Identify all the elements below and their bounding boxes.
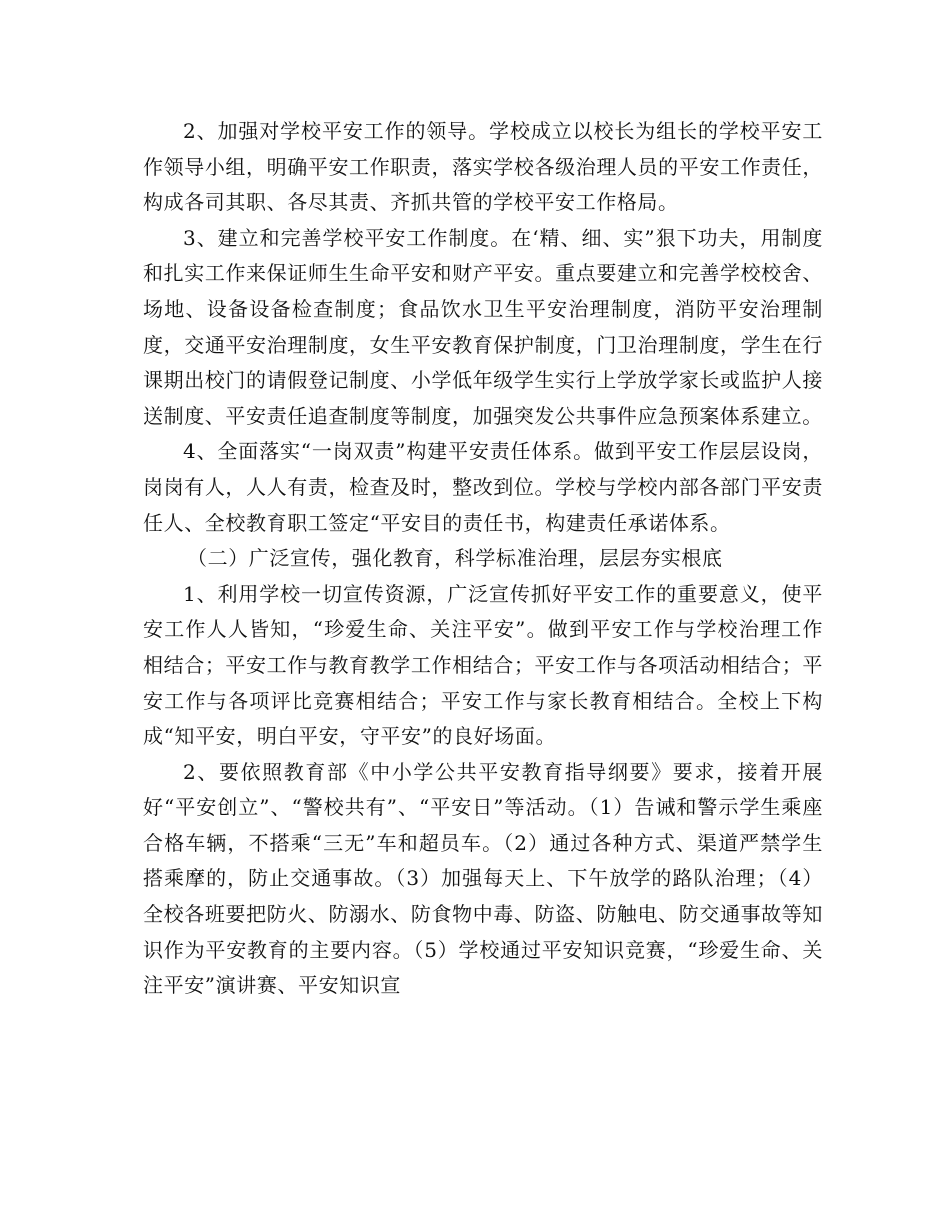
section-heading: （二）广泛宣传，强化教育，科学标准治理，层层夯实根底	[187, 546, 723, 571]
paragraph-leadership: 2、加强对学校平安工作的领导。学校成立以校长为组长的学校平安工作领导小组，明确平安工作职责，落实学校各级治理人员的平安工作责任，构成各司其职、各尽其责、齐抓共管的学校平安工作格局。	[143, 119, 823, 215]
document-body	[143, 114, 823, 1004]
paragraph-publicity: 1、利用学校一切宣传资源，广泛宣传抓好平安工作的重要意义，使平安工作人人皆知，“珍爱生命、关注平安”。做到平安工作与学校治理工作相结合；平安工作与教育教学工作相结合；平安工作与各项活动相结合；平安工作与各项评比竞赛相结合；平安工作与家长教育相结合。全校上下构成“知平安，明白平安，守平安”的良好场面。	[143, 581, 823, 749]
paragraph-responsibility: 4、全面落实“一岗双责”构建平安责任体系。做到平安工作层层设岗，岗岗有人，人人有责，检查及时，整改到位。学校与学校内部各部门平安责任人、全校教育职工签定“平安目的责任书，构建责任承诺体系。	[143, 439, 823, 535]
paragraph-activities: 2、要依照教育部《中小学公共平安教育指导纲要》要求，接着开展好“平安创立”、“警校共有”、“平安日”等活动。（1）告诫和警示学生乘座合格车辆，不搭乘“三无”车和超员车。（2）通过各种方式、渠道严禁学生搭乘摩的，防止交通事故。（3）加强每天上、下午放学的路队治理；（4）全校各班要把防火、防溺水、防食物中毒、防盗、防触电、防交通事故等知识作为平安教育的主要内容。（5）学校通过平安知识竞赛，“珍爱生命、关注平安”演讲赛、平安知识宣	[143, 759, 823, 998]
paragraph-safety-system: 3、建立和完善学校平安工作制度。在‘精、细、实”狠下功夫，用制度和扎实工作来保证师生生命平安和财产平安。重点要建立和完善学校校舍、场地、设备设备检查制度；食品饮水卫生平安治理制度，消防平安治理制度，交通平安治理制度，女生平安教育保护制度，门卫治理制度，学生在行课期出校门的请假登记制度、小学低年级学生实行上学放学家长或监护人接送制度、平安责任追查制度等制度，加强突发公共事件应急预案体系建立。	[143, 225, 823, 428]
